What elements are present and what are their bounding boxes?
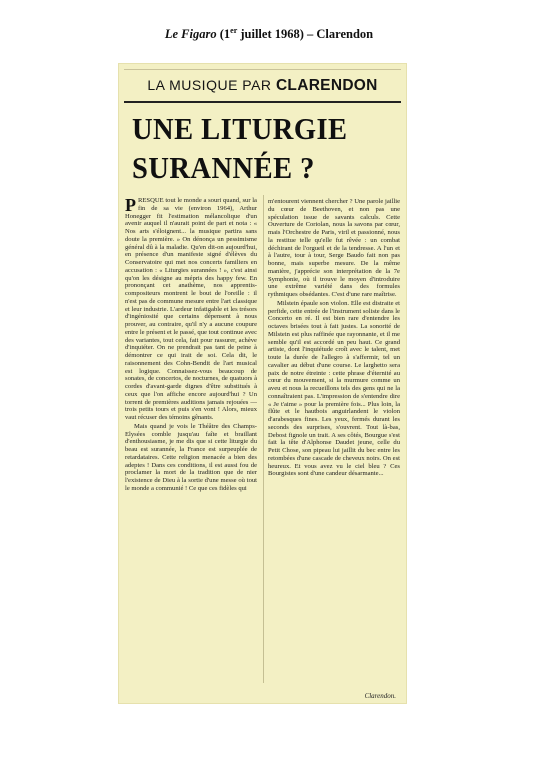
article-paragraph: Mais quand je vois le Théâtre des Champs-Elysées comble jusqu'au faîte et braillant d'enthousiasme, je me dis que si cette liturgie du beau est surannée, la France est surpeuplée de retardataires. Cette religion menacée a bien des adeptes ! Dans ces conditions, il est aussi fou de proclamer la mort de la tradition que de nier l'existence de Dieu à la sortie d'une messe où tout le monde a communié ! Ce que ces fidèles qui <box>125 422 257 492</box>
section-header <box>124 69 401 103</box>
drop-cap: P <box>125 195 136 215</box>
section-author: CLARENDON <box>275 77 378 94</box>
caption-date-rest: juillet 1968) – Clarendon <box>237 27 374 42</box>
author-signature: Clarendon. <box>364 692 396 700</box>
newspaper-clipping <box>118 63 407 704</box>
headline <box>132 109 380 187</box>
headline-line-2: SURANNÉE ? <box>132 150 315 185</box>
article-column-right <box>268 198 400 478</box>
caption-newspaper: Le Figaro <box>164 27 217 42</box>
page-caption <box>0 26 538 42</box>
headline-line-1: UNE LITURGIE <box>132 111 348 146</box>
section-label: LA MUSIQUE PAR <box>147 77 272 93</box>
article-column-left <box>125 197 257 493</box>
article-paragraph: m'entourent viennent chercher ? Une parole jaillie du cœur de Beethoven, et non pas une spéculation issue de savants calculs. Cette Ouverture de Coriolan, nous la savons par cœur, mais l'Orchestre de Paris, viril et passionné, nous la restitue telle qu'elle fut rêvée : un combat déchirant de l'orgueil et de la tendresse. A l'un et à l'autre, tour à tour, Serge Baudo fait non pas bonne, mais superbe mesure. De la même manière, j'apprécie son interprétation de la 7e Symphonie, où il trouve le moyen d'introduire une extrême variété dans des formules rythmiques obsédantes. C'est d'une rare maîtrise. <box>268 198 400 298</box>
article-paragraph <box>125 197 257 422</box>
caption-date-sup: er <box>230 26 238 35</box>
article-paragraph: Milstein épaule son violon. Elle est distraite et perfide, cette entrée de l'instrument soliste dans le Concerto en ré. Il est bien rare d'entendre les octaves brisées tout à fait justes. La sonorité de Milstein est plus raffinée que rayonnante, et il me semble qu'il est accordé un peu haut. Ce grand artiste, dont l'inquiétude croît avec le talent, met toute la durée de l'allegro à s'affermir, tel un cavalier au début d'une course. Le larghetto sera paix de notre étreinte : cette phrase d'éternité au cœur du mouvement, si la murmure comme un aveu et nous la recueillons tels des gens qui ne la connaîtraient pas. L'impression de s'entendre dire « Je t'aime » pour la première fois... Plus loin, la flûte et le hautbois anguirlandent le violon d'arabesques fines. Les yeux, fermés durant les seconds des surprises, s'ouvrent. Tout là-bas, Debost fignole un trait. A ses côtés, Bourgue s'est fait la tête d'Alphonse Daudet jeune, celle du Petit Chose, son pipeau lui jaillit du bec entre les retombées d'une cascade de cheveux noirs. On est heureux. Et vous avez vu le ciel bleu ? Ces Bourgistes sont d'une candeur désarmante... <box>268 299 400 478</box>
caption-date-open: (1 <box>216 27 231 42</box>
article-paragraph-text: RESQUE tout le monde a souri quand, sur la fin de sa vie (environ 1964), Arthur Honegger fit l'estimation mélancolique d'un avenir auquel il n'aurait point de part et nota : « Nos arts s'éloignent... la musique partira sans doute la première. » On dénonça un pessimisme général dû à la maladie. Qu'en dit-on aujourd'hui, en présence d'un manifeste signé d'élèves du Conservatoire qui met nos concerts familiers en accusation : « Liturgies surannées ! », c'est ainsi qu'on les désigne au mépris des happy few. En prononçant cet anathème, nos apprentis-compositeurs montrent le bout de l'oreille : il n'est pas de commune mesure entre l'art classique et leur industrie. L'ardeur infatigable et les trésors d'ingéniosité que certains dépensent à nous prouver, au contraire, qu'il n'y a aucune coupure entre le présent et le passé, que tout continue avec des variantes, tout cela, fait pour rassurer, achève d'inquiéter. On ne prendrait pas tant de peine à démontrer ce qui irait de soi. Cela dit, le raisonnement des Cohn-Bendit de l'art musical est logique. Connaissez-vous beaucoup de sonates, de concertos, de nocturnes, de quatuors à cordes d'avant-garde dignes d'être substitués à ceux que l'on affiche encore aujourd'hui ? Un torrent de premières auditions jamais rejouées — trois petits tours et puis s'en vont ! Alors, mieux vaut récuser des témoins gênants. <box>125 197 257 421</box>
column-divider <box>263 195 264 683</box>
